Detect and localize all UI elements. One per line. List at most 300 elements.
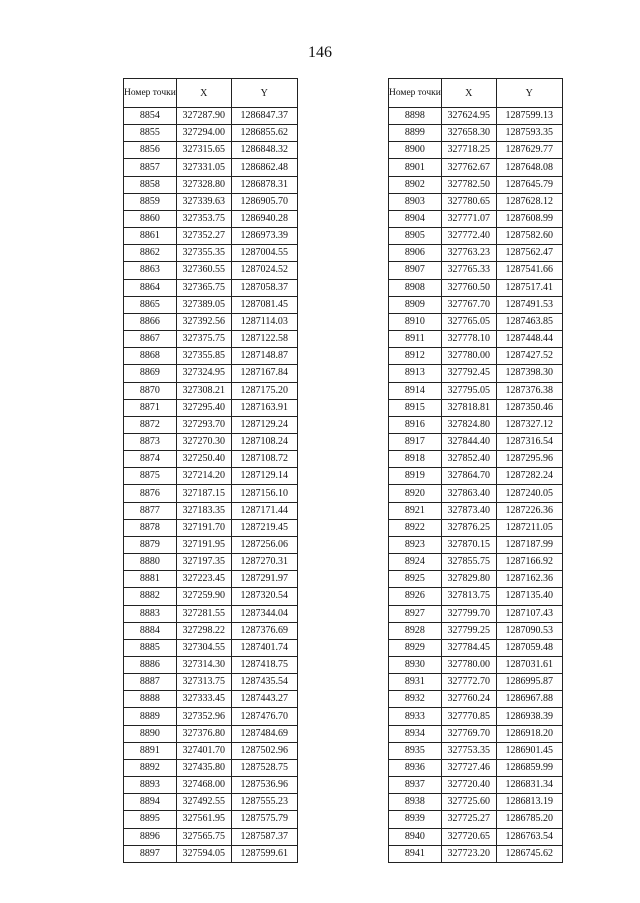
point-number-cell: 8881 — [124, 571, 177, 588]
y-coordinate-cell: 1287090.53 — [496, 622, 562, 639]
table-row — [389, 519, 563, 536]
y-coordinate-cell: 1287648.08 — [496, 159, 562, 176]
point-number-cell: 8886 — [124, 657, 177, 674]
table-row — [124, 313, 298, 330]
point-number-cell: 8860 — [124, 210, 177, 227]
table-row — [389, 536, 563, 553]
table-row — [124, 433, 298, 450]
point-number-cell: 8858 — [124, 176, 177, 193]
table-row — [389, 193, 563, 210]
x-coordinate-cell: 327725.60 — [441, 794, 496, 811]
y-coordinate-cell: 1287645.79 — [496, 176, 562, 193]
table-row — [124, 657, 298, 674]
x-coordinate-cell: 327769.70 — [441, 725, 496, 742]
x-coordinate-cell: 327295.40 — [176, 399, 231, 416]
table-row — [124, 519, 298, 536]
point-number-cell: 8884 — [124, 622, 177, 639]
table-row — [124, 691, 298, 708]
y-coordinate-cell: 1287291.97 — [231, 571, 297, 588]
y-coordinate-cell: 1286745.62 — [496, 845, 562, 862]
point-number-cell: 8887 — [124, 674, 177, 691]
x-coordinate-cell: 327799.70 — [441, 605, 496, 622]
table-row — [389, 485, 563, 502]
x-coordinate-cell: 327658.30 — [441, 125, 496, 142]
point-number-cell: 8920 — [389, 485, 442, 502]
x-coordinate-cell: 327353.75 — [176, 210, 231, 227]
x-coordinate-cell: 327331.05 — [176, 159, 231, 176]
point-number-cell: 8940 — [389, 828, 442, 845]
table-row — [389, 811, 563, 828]
x-coordinate-cell: 327799.25 — [441, 622, 496, 639]
y-coordinate-cell: 1287376.69 — [231, 622, 297, 639]
point-number-cell: 8907 — [389, 262, 442, 279]
header-x: X — [441, 79, 496, 108]
x-coordinate-cell: 327780.65 — [441, 193, 496, 210]
table-header-row — [389, 79, 563, 108]
y-coordinate-cell: 1287528.75 — [231, 759, 297, 776]
header-point-number: Номер точки — [124, 79, 177, 108]
point-number-cell: 8896 — [124, 828, 177, 845]
y-coordinate-cell: 1287114.03 — [231, 313, 297, 330]
y-coordinate-cell: 1287024.52 — [231, 262, 297, 279]
x-coordinate-cell: 327352.27 — [176, 228, 231, 245]
point-number-cell: 8930 — [389, 657, 442, 674]
x-coordinate-cell: 327818.81 — [441, 399, 496, 416]
x-coordinate-cell: 327298.22 — [176, 622, 231, 639]
point-number-cell: 8935 — [389, 742, 442, 759]
point-number-cell: 8856 — [124, 142, 177, 159]
point-number-cell: 8861 — [124, 228, 177, 245]
table-row — [124, 296, 298, 313]
point-number-cell: 8912 — [389, 348, 442, 365]
x-coordinate-cell: 327191.95 — [176, 536, 231, 553]
x-coordinate-cell: 327718.25 — [441, 142, 496, 159]
x-coordinate-cell: 327784.45 — [441, 639, 496, 656]
y-coordinate-cell: 1287599.61 — [231, 845, 297, 862]
x-coordinate-cell: 327725.27 — [441, 811, 496, 828]
y-coordinate-cell: 1287517.41 — [496, 279, 562, 296]
x-coordinate-cell: 327813.75 — [441, 588, 496, 605]
coordinates-table-left — [123, 78, 298, 863]
y-coordinate-cell: 1286973.39 — [231, 228, 297, 245]
table-row — [124, 451, 298, 468]
y-coordinate-cell: 1287350.46 — [496, 399, 562, 416]
point-number-cell: 8883 — [124, 605, 177, 622]
point-number-cell: 8885 — [124, 639, 177, 656]
x-coordinate-cell: 327763.23 — [441, 245, 496, 262]
table-row — [389, 142, 563, 159]
x-coordinate-cell: 327762.67 — [441, 159, 496, 176]
page-number: 146 — [308, 44, 332, 61]
table-row — [124, 142, 298, 159]
table-row — [124, 125, 298, 142]
table-body — [124, 108, 298, 863]
table-row — [389, 296, 563, 313]
y-coordinate-cell: 1287081.45 — [231, 296, 297, 313]
point-number-cell: 8888 — [124, 691, 177, 708]
y-coordinate-cell: 1287059.48 — [496, 639, 562, 656]
header-point-number: Номер точки — [389, 79, 442, 108]
table-row — [389, 622, 563, 639]
x-coordinate-cell: 327561.95 — [176, 811, 231, 828]
point-number-cell: 8872 — [124, 416, 177, 433]
x-coordinate-cell: 327315.65 — [176, 142, 231, 159]
y-coordinate-cell: 1286859.99 — [496, 759, 562, 776]
table-row — [389, 245, 563, 262]
table-row — [124, 811, 298, 828]
point-number-cell: 8900 — [389, 142, 442, 159]
y-coordinate-cell: 1286862.48 — [231, 159, 297, 176]
y-coordinate-cell: 1287295.96 — [496, 451, 562, 468]
table-row — [389, 554, 563, 571]
point-number-cell: 8862 — [124, 245, 177, 262]
point-number-cell: 8874 — [124, 451, 177, 468]
y-coordinate-cell: 1287166.92 — [496, 554, 562, 571]
x-coordinate-cell: 327355.35 — [176, 245, 231, 262]
table-row — [389, 210, 563, 227]
table-row — [389, 176, 563, 193]
y-coordinate-cell: 1286848.32 — [231, 142, 297, 159]
table-row — [124, 845, 298, 862]
y-coordinate-cell: 1287593.35 — [496, 125, 562, 142]
point-number-cell: 8880 — [124, 554, 177, 571]
y-coordinate-cell: 1287108.24 — [231, 433, 297, 450]
table-row — [389, 331, 563, 348]
point-number-cell: 8911 — [389, 331, 442, 348]
point-number-cell: 8897 — [124, 845, 177, 862]
x-coordinate-cell: 327191.70 — [176, 519, 231, 536]
y-coordinate-cell: 1286855.62 — [231, 125, 297, 142]
point-number-cell: 8889 — [124, 708, 177, 725]
y-coordinate-cell: 1287107.43 — [496, 605, 562, 622]
table-row — [389, 502, 563, 519]
x-coordinate-cell: 327401.70 — [176, 742, 231, 759]
table-row — [389, 365, 563, 382]
table-row — [124, 571, 298, 588]
point-number-cell: 8876 — [124, 485, 177, 502]
y-coordinate-cell: 1287448.44 — [496, 331, 562, 348]
y-coordinate-cell: 1286940.28 — [231, 210, 297, 227]
header-y: Y — [496, 79, 562, 108]
y-coordinate-cell: 1287162.36 — [496, 571, 562, 588]
table-row — [124, 502, 298, 519]
point-number-cell: 8895 — [124, 811, 177, 828]
x-coordinate-cell: 327782.50 — [441, 176, 496, 193]
point-number-cell: 8863 — [124, 262, 177, 279]
table-row — [124, 210, 298, 227]
x-coordinate-cell: 327352.96 — [176, 708, 231, 725]
point-number-cell: 8882 — [124, 588, 177, 605]
point-number-cell: 8865 — [124, 296, 177, 313]
y-coordinate-cell: 1287629.77 — [496, 142, 562, 159]
y-coordinate-cell: 1287226.36 — [496, 502, 562, 519]
x-coordinate-cell: 327864.70 — [441, 468, 496, 485]
point-number-cell: 8854 — [124, 108, 177, 125]
table-row — [389, 639, 563, 656]
x-coordinate-cell: 327760.50 — [441, 279, 496, 296]
table-row — [389, 742, 563, 759]
y-coordinate-cell: 1287628.12 — [496, 193, 562, 210]
table-row — [124, 262, 298, 279]
table-row — [389, 828, 563, 845]
x-coordinate-cell: 327870.15 — [441, 536, 496, 553]
x-coordinate-cell: 327223.45 — [176, 571, 231, 588]
x-coordinate-cell: 327293.70 — [176, 416, 231, 433]
table-row — [124, 777, 298, 794]
x-coordinate-cell: 327767.70 — [441, 296, 496, 313]
y-coordinate-cell: 1287135.40 — [496, 588, 562, 605]
y-coordinate-cell: 1287004.55 — [231, 245, 297, 262]
y-coordinate-cell: 1287175.20 — [231, 382, 297, 399]
x-coordinate-cell: 327270.30 — [176, 433, 231, 450]
table-row — [124, 193, 298, 210]
y-coordinate-cell: 1287587.37 — [231, 828, 297, 845]
x-coordinate-cell: 327876.25 — [441, 519, 496, 536]
point-number-cell: 8867 — [124, 331, 177, 348]
y-coordinate-cell: 1287344.04 — [231, 605, 297, 622]
x-coordinate-cell: 327624.95 — [441, 108, 496, 125]
y-coordinate-cell: 1287575.79 — [231, 811, 297, 828]
point-number-cell: 8904 — [389, 210, 442, 227]
x-coordinate-cell: 327778.10 — [441, 331, 496, 348]
table-row — [389, 468, 563, 485]
y-coordinate-cell: 1286995.87 — [496, 674, 562, 691]
x-coordinate-cell: 327723.20 — [441, 845, 496, 862]
point-number-cell: 8928 — [389, 622, 442, 639]
x-coordinate-cell: 327355.85 — [176, 348, 231, 365]
y-coordinate-cell: 1287148.87 — [231, 348, 297, 365]
table-row — [389, 279, 563, 296]
table-row — [124, 828, 298, 845]
x-coordinate-cell: 327187.15 — [176, 485, 231, 502]
point-number-cell: 8932 — [389, 691, 442, 708]
x-coordinate-cell: 327824.80 — [441, 416, 496, 433]
y-coordinate-cell: 1286763.54 — [496, 828, 562, 845]
table-row — [124, 331, 298, 348]
table-row — [389, 108, 563, 125]
table-row — [124, 468, 298, 485]
y-coordinate-cell: 1287562.47 — [496, 245, 562, 262]
table-row — [124, 742, 298, 759]
table-row — [389, 845, 563, 862]
point-number-cell: 8871 — [124, 399, 177, 416]
y-coordinate-cell: 1287129.24 — [231, 416, 297, 433]
point-number-cell: 8933 — [389, 708, 442, 725]
table-row — [389, 228, 563, 245]
y-coordinate-cell: 1287282.24 — [496, 468, 562, 485]
y-coordinate-cell: 1287536.96 — [231, 777, 297, 794]
point-number-cell: 8908 — [389, 279, 442, 296]
table-row — [124, 348, 298, 365]
y-coordinate-cell: 1286967.88 — [496, 691, 562, 708]
point-number-cell: 8923 — [389, 536, 442, 553]
x-coordinate-cell: 327281.55 — [176, 605, 231, 622]
table-row — [124, 279, 298, 296]
table-row — [389, 571, 563, 588]
y-coordinate-cell: 1287484.69 — [231, 725, 297, 742]
table-row — [124, 176, 298, 193]
y-coordinate-cell: 1287491.53 — [496, 296, 562, 313]
x-coordinate-cell: 327183.35 — [176, 502, 231, 519]
x-coordinate-cell: 327250.40 — [176, 451, 231, 468]
x-coordinate-cell: 327829.80 — [441, 571, 496, 588]
point-number-cell: 8877 — [124, 502, 177, 519]
table-row — [124, 108, 298, 125]
table-row — [124, 725, 298, 742]
y-coordinate-cell: 1287108.72 — [231, 451, 297, 468]
x-coordinate-cell: 327287.90 — [176, 108, 231, 125]
point-number-cell: 8892 — [124, 759, 177, 776]
y-coordinate-cell: 1287320.54 — [231, 588, 297, 605]
table-row — [389, 262, 563, 279]
y-coordinate-cell: 1287163.91 — [231, 399, 297, 416]
x-coordinate-cell: 327197.35 — [176, 554, 231, 571]
y-coordinate-cell: 1287418.75 — [231, 657, 297, 674]
point-number-cell: 8927 — [389, 605, 442, 622]
table-row — [124, 228, 298, 245]
y-coordinate-cell: 1287582.60 — [496, 228, 562, 245]
y-coordinate-cell: 1286831.34 — [496, 777, 562, 794]
point-number-cell: 8866 — [124, 313, 177, 330]
x-coordinate-cell: 327214.20 — [176, 468, 231, 485]
x-coordinate-cell: 327389.05 — [176, 296, 231, 313]
table-row — [389, 708, 563, 725]
table-row — [389, 588, 563, 605]
x-coordinate-cell: 327780.00 — [441, 348, 496, 365]
table-row — [124, 382, 298, 399]
point-number-cell: 8855 — [124, 125, 177, 142]
point-number-cell: 8919 — [389, 468, 442, 485]
table-header-row — [124, 79, 298, 108]
y-coordinate-cell: 1287599.13 — [496, 108, 562, 125]
point-number-cell: 8906 — [389, 245, 442, 262]
point-number-cell: 8931 — [389, 674, 442, 691]
point-number-cell: 8915 — [389, 399, 442, 416]
x-coordinate-cell: 327259.90 — [176, 588, 231, 605]
table-row — [389, 657, 563, 674]
table-row — [124, 416, 298, 433]
table-row — [124, 639, 298, 656]
y-coordinate-cell: 1286785.20 — [496, 811, 562, 828]
y-coordinate-cell: 1287058.37 — [231, 279, 297, 296]
y-coordinate-cell: 1287435.54 — [231, 674, 297, 691]
x-coordinate-cell: 327313.75 — [176, 674, 231, 691]
x-coordinate-cell: 327365.75 — [176, 279, 231, 296]
y-coordinate-cell: 1287398.30 — [496, 365, 562, 382]
point-number-cell: 8893 — [124, 777, 177, 794]
x-coordinate-cell: 327720.65 — [441, 828, 496, 845]
point-number-cell: 8902 — [389, 176, 442, 193]
y-coordinate-cell: 1287122.58 — [231, 331, 297, 348]
table-row — [124, 794, 298, 811]
table-row — [389, 125, 563, 142]
x-coordinate-cell: 327333.45 — [176, 691, 231, 708]
x-coordinate-cell: 327492.55 — [176, 794, 231, 811]
x-coordinate-cell: 327772.40 — [441, 228, 496, 245]
table-row — [389, 382, 563, 399]
point-number-cell: 8936 — [389, 759, 442, 776]
point-number-cell: 8909 — [389, 296, 442, 313]
table-row — [124, 554, 298, 571]
y-coordinate-cell: 1286878.31 — [231, 176, 297, 193]
point-number-cell: 8934 — [389, 725, 442, 742]
x-coordinate-cell: 327720.40 — [441, 777, 496, 794]
table-row — [124, 159, 298, 176]
table-row — [389, 794, 563, 811]
point-number-cell: 8913 — [389, 365, 442, 382]
x-coordinate-cell: 327339.63 — [176, 193, 231, 210]
y-coordinate-cell: 1286938.39 — [496, 708, 562, 725]
header-y: Y — [231, 79, 297, 108]
x-coordinate-cell: 327772.70 — [441, 674, 496, 691]
x-coordinate-cell: 327792.45 — [441, 365, 496, 382]
point-number-cell: 8914 — [389, 382, 442, 399]
point-number-cell: 8929 — [389, 639, 442, 656]
x-coordinate-cell: 327863.40 — [441, 485, 496, 502]
y-coordinate-cell: 1287316.54 — [496, 433, 562, 450]
point-number-cell: 8941 — [389, 845, 442, 862]
y-coordinate-cell: 1287463.85 — [496, 313, 562, 330]
y-coordinate-cell: 1286813.19 — [496, 794, 562, 811]
point-number-cell: 8924 — [389, 554, 442, 571]
x-coordinate-cell: 327468.00 — [176, 777, 231, 794]
x-coordinate-cell: 327376.80 — [176, 725, 231, 742]
x-coordinate-cell: 327565.75 — [176, 828, 231, 845]
point-number-cell: 8879 — [124, 536, 177, 553]
point-number-cell: 8873 — [124, 433, 177, 450]
point-number-cell: 8878 — [124, 519, 177, 536]
table-row — [124, 588, 298, 605]
table-row — [389, 159, 563, 176]
table-row — [124, 605, 298, 622]
point-number-cell: 8922 — [389, 519, 442, 536]
table-row — [389, 674, 563, 691]
x-coordinate-cell: 327765.33 — [441, 262, 496, 279]
y-coordinate-cell: 1287376.38 — [496, 382, 562, 399]
x-coordinate-cell: 327852.40 — [441, 451, 496, 468]
table-body — [389, 108, 563, 863]
point-number-cell: 8869 — [124, 365, 177, 382]
point-number-cell: 8899 — [389, 125, 442, 142]
point-number-cell: 8916 — [389, 416, 442, 433]
table-row — [124, 485, 298, 502]
x-coordinate-cell: 327375.75 — [176, 331, 231, 348]
x-coordinate-cell: 327760.24 — [441, 691, 496, 708]
table-row — [389, 725, 563, 742]
table-row — [124, 759, 298, 776]
y-coordinate-cell: 1287608.99 — [496, 210, 562, 227]
point-number-cell: 8864 — [124, 279, 177, 296]
header-x: X — [176, 79, 231, 108]
table-row — [389, 313, 563, 330]
point-number-cell: 8875 — [124, 468, 177, 485]
point-number-cell: 8926 — [389, 588, 442, 605]
point-number-cell: 8939 — [389, 811, 442, 828]
y-coordinate-cell: 1287129.14 — [231, 468, 297, 485]
x-coordinate-cell: 327435.80 — [176, 759, 231, 776]
y-coordinate-cell: 1287401.74 — [231, 639, 297, 656]
point-number-cell: 8921 — [389, 502, 442, 519]
point-number-cell: 8910 — [389, 313, 442, 330]
x-coordinate-cell: 327855.75 — [441, 554, 496, 571]
point-number-cell: 8905 — [389, 228, 442, 245]
point-number-cell: 8918 — [389, 451, 442, 468]
point-number-cell: 8903 — [389, 193, 442, 210]
y-coordinate-cell: 1287219.45 — [231, 519, 297, 536]
point-number-cell: 8890 — [124, 725, 177, 742]
x-coordinate-cell: 327770.85 — [441, 708, 496, 725]
x-coordinate-cell: 327360.55 — [176, 262, 231, 279]
